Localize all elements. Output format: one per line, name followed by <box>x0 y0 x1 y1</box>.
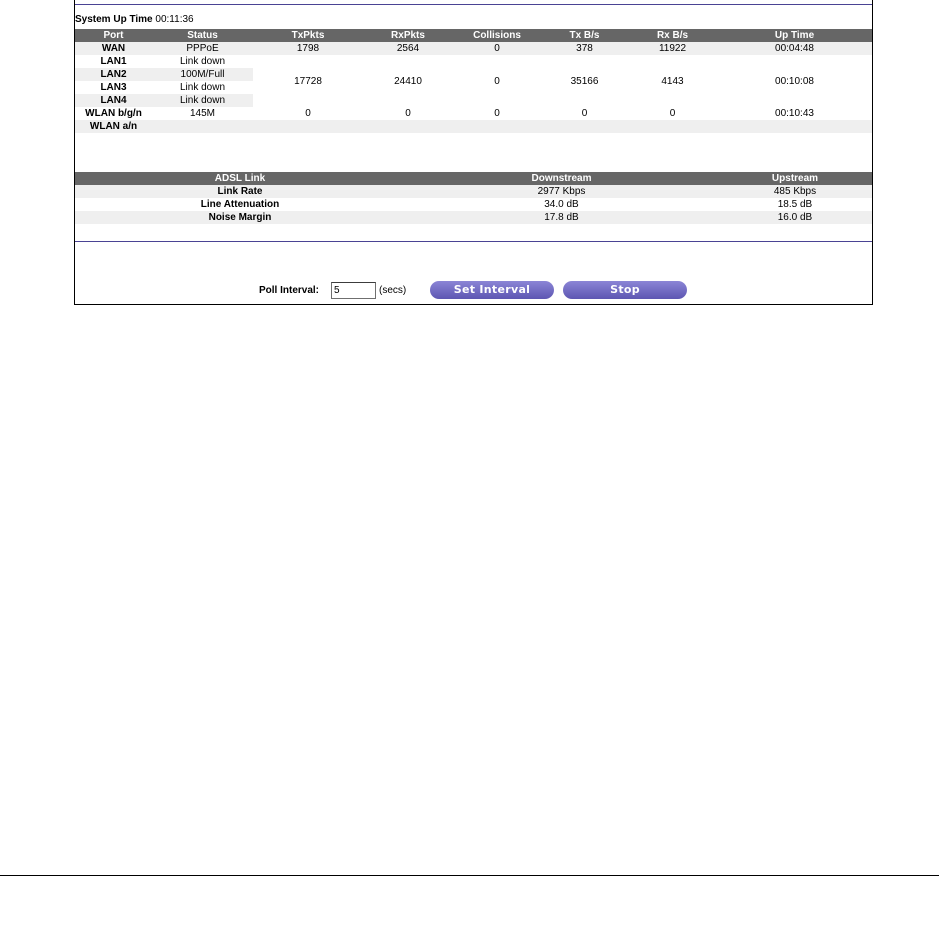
table-row-wlan-an <box>75 120 872 133</box>
txpkts-lan: 17728 <box>294 75 322 87</box>
port-wan: WAN <box>101 43 126 54</box>
header-txpkts: TxPkts <box>253 29 363 42</box>
tx-bps-wan: 378 <box>576 43 593 54</box>
adsl-link-table <box>75 172 872 224</box>
collisions-lan: 0 <box>494 75 500 87</box>
status-wan: PPPoE <box>186 43 219 54</box>
stop-button[interactable]: Stop <box>563 281 687 299</box>
rx-bps-wan: 11922 <box>658 43 687 54</box>
table-row-wan <box>75 42 872 55</box>
adsl-row-line-attenuation <box>75 198 872 211</box>
port-statistics-table <box>75 29 872 133</box>
set-interval-button[interactable]: Set Interval <box>430 281 554 299</box>
system-up-time-value: 00:11:36 <box>155 14 194 25</box>
header-tx-bps: Tx B/s <box>541 29 628 42</box>
adsl-downstream-link-rate: 2977 Kbps <box>537 186 586 197</box>
status-lan4: Link down <box>179 95 226 106</box>
header-rxpkts: RxPkts <box>363 29 453 42</box>
adsl-header-row <box>75 172 872 185</box>
adsl-row-link-rate <box>75 185 872 198</box>
header-collisions: Collisions <box>453 29 541 42</box>
statistics-panel <box>74 0 873 305</box>
collisions-wan: 0 <box>494 43 500 54</box>
stats-header-row <box>75 29 872 42</box>
tx-bps-wlan-bgn: 0 <box>581 108 588 119</box>
poll-interval-label: Poll Interval: <box>259 285 320 296</box>
tx-bps-lan: 35166 <box>570 75 599 87</box>
adsl-upstream-link-rate: 485 Kbps <box>773 186 817 197</box>
port-lan1: LAN1 <box>100 56 127 67</box>
header-downstream: Downstream <box>405 172 718 185</box>
rxpkts-wan: 2564 <box>396 43 420 54</box>
adsl-label-noise-margin: Noise Margin <box>208 212 272 223</box>
header-rx-bps: Rx B/s <box>628 29 717 42</box>
port-lan4: LAN4 <box>100 95 127 106</box>
header-adsl-link: ADSL Link <box>75 172 405 185</box>
section-divider <box>75 241 872 242</box>
adsl-row-noise-margin <box>75 211 872 224</box>
status-wlan-bgn: 145M <box>189 108 215 119</box>
adsl-downstream-line-attenuation: 34.0 dB <box>544 199 579 210</box>
poll-interval-unit: (secs) <box>379 285 407 296</box>
system-up-time-label: System Up Time <box>75 14 153 25</box>
poll-interval-input[interactable] <box>331 282 376 299</box>
adsl-upstream-noise-margin: 16.0 dB <box>777 212 813 223</box>
up-time-wan: 00:04:48 <box>775 43 814 54</box>
header-status: Status <box>152 29 253 42</box>
port-wlan-an: WLAN a/n <box>89 121 138 132</box>
collisions-wlan-bgn: 0 <box>494 108 500 119</box>
up-time-lan: 00:10:08 <box>775 75 814 87</box>
system-up-time <box>75 14 194 25</box>
footer-divider <box>0 875 939 876</box>
header-port: Port <box>75 29 152 42</box>
adsl-downstream-noise-margin: 17.8 dB <box>544 212 579 223</box>
port-lan2: LAN2 <box>100 69 127 80</box>
port-wlan-bgn: WLAN b/g/n <box>85 108 142 119</box>
adsl-label-line-attenuation: Line Attenuation <box>200 199 280 210</box>
status-lan2: 100M/Full <box>180 69 225 80</box>
rx-bps-lan: 4143 <box>661 75 684 87</box>
up-time-wlan-bgn: 00:10:43 <box>775 108 814 119</box>
adsl-upstream-line-attenuation: 18.5 dB <box>777 199 813 210</box>
header-up-time: Up Time <box>717 29 872 42</box>
rxpkts-wlan-bgn: 0 <box>405 108 411 119</box>
txpkts-wan: 1798 <box>296 43 320 54</box>
port-lan3: LAN3 <box>100 82 127 93</box>
header-upstream: Upstream <box>718 172 872 185</box>
status-lan1: Link down <box>179 56 226 67</box>
table-row-lan1 <box>75 55 872 68</box>
top-divider <box>75 4 872 5</box>
rxpkts-lan: 24410 <box>394 75 422 87</box>
txpkts-wlan-bgn: 0 <box>305 108 311 119</box>
adsl-label-link-rate: Link Rate <box>217 186 263 197</box>
table-row-wlan-bgn <box>75 107 872 120</box>
status-lan3: Link down <box>179 82 226 93</box>
rx-bps-wlan-bgn: 0 <box>669 108 676 119</box>
